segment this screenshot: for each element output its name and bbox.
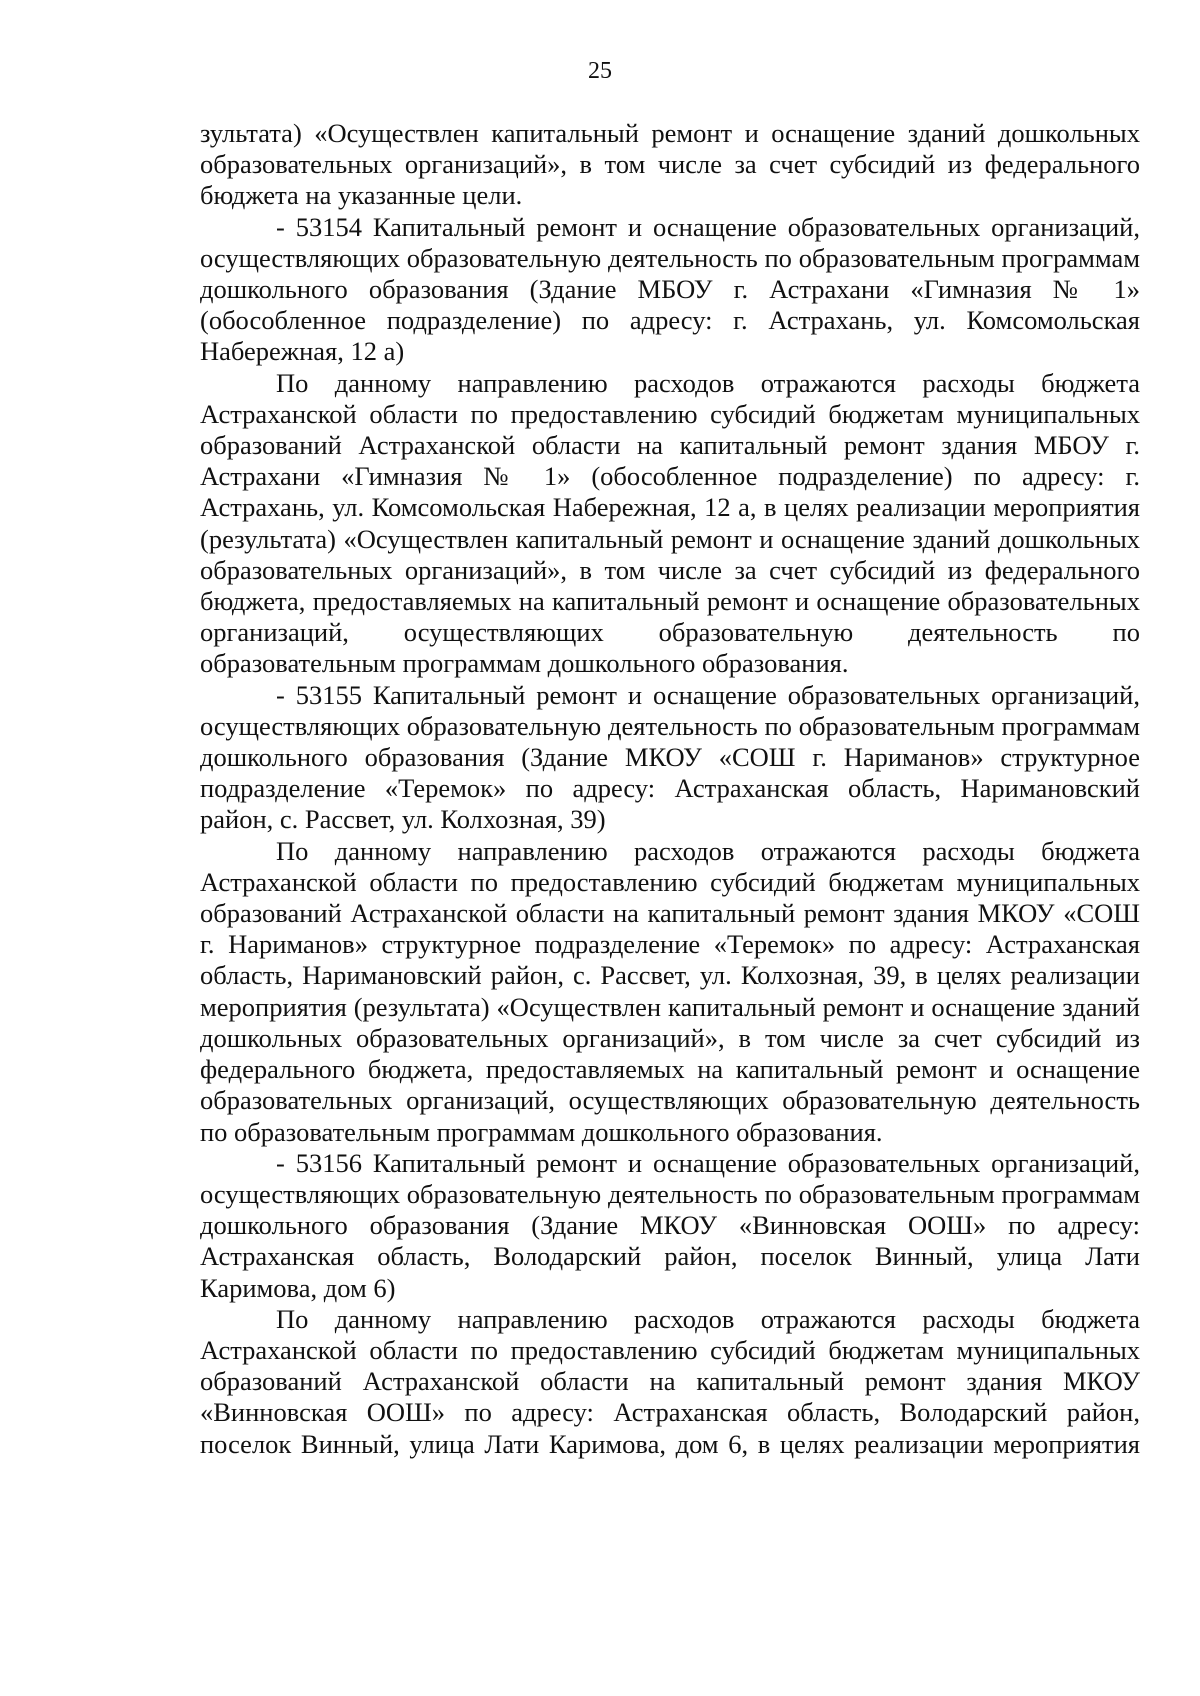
paragraph-description-53156: По данному направлению расходов отражаются расходы бюджета Астраханской области по предоставлению субсидий бюджетам муниципальных образований Астраханской области на капитальный ремонт здания МКОУ «Винновская ООШ» по адресу: Астраханская область, Володарский район, поселок Винный, улица Лати Каримова, дом 6, в целях реализации мероприятия: [200, 1303, 1140, 1459]
paragraph-description-53154: По данному направлению расходов отражаются расходы бюджета Астраханской области по предоставлению субсидий бюджетам муниципальных образований Астраханской области на капитальный ремонт здания МБОУ г. Астрахани «Гимназия № 1» (обособленное подразделение) по адресу: г. Астрахань, ул. Комсомольская Набережная, 12 а, в целях реализации мероприятия (результата) «Осуществлен капитальный ремонт и оснащение зданий дошкольных образовательных организаций», в том числе за счет субсидий из федерального бюджета, предоставляемых на капитальный ремонт и оснащение образовательных организаций, осуществляющих образовательную деятельность по образовательным программам дошкольного образования.: [200, 367, 1140, 679]
paragraph-item-53155: - 53155 Капитальный ремонт и оснащение образовательных организаций, осуществляющих образовательную деятельность по образовательным программам дошкольного образования (Здание МКОУ «СОШ г. Нариманов» структурное подразделение «Теремок» по адресу: Астраханская область, Наримановский район, с. Рассвет, ул. Колхозная, 39): [200, 679, 1140, 835]
paragraph-item-53154: - 53154 Капитальный ремонт и оснащение образовательных организаций, осуществляющих образовательную деятельность по образовательным программам дошкольного образования (Здание МБОУ г. Астрахани «Гимназия № 1» (обособленное подразделение) по адресу: г. Астрахань, ул. Комсомольская Набережная, 12 а): [200, 211, 1140, 367]
paragraph-description-53155: По данному направлению расходов отражаются расходы бюджета Астраханской области по предоставлению субсидий бюджетам муниципальных образований Астраханской области на капитальный ремонт здания МКОУ «СОШ г. Нариманов» структурное подразделение «Теремок» по адресу: Астраханская область, Наримановский район, с. Рассвет, ул. Колхозная, 39, в целях реализации мероприятия (результата) «Осуществлен капитальный ремонт и оснащение зданий дошкольных образовательных организаций», в том числе за счет субсидий из федерального бюджета, предоставляемых на капитальный ремонт и оснащение образовательных организаций, осуществляющих образовательную деятельность по образовательным программам дошкольного образования.: [200, 835, 1140, 1147]
page-number: 25: [588, 58, 612, 84]
paragraph-continuation: зультата) «Осуществлен капитальный ремонт и оснащение зданий дошкольных образовательных организаций», в том числе за счет субсидий из федерального бюджета на указанные цели.: [200, 118, 1140, 211]
document-body: [200, 118, 1140, 1460]
paragraph-item-53156: - 53156 Капитальный ремонт и оснащение образовательных организаций, осуществляющих образовательную деятельность по образовательным программам дошкольного образования (Здание МКОУ «Винновская ООШ» по адресу: Астраханская область, Володарский район, поселок Винный, улица Лати Каримова, дом 6): [200, 1147, 1140, 1303]
